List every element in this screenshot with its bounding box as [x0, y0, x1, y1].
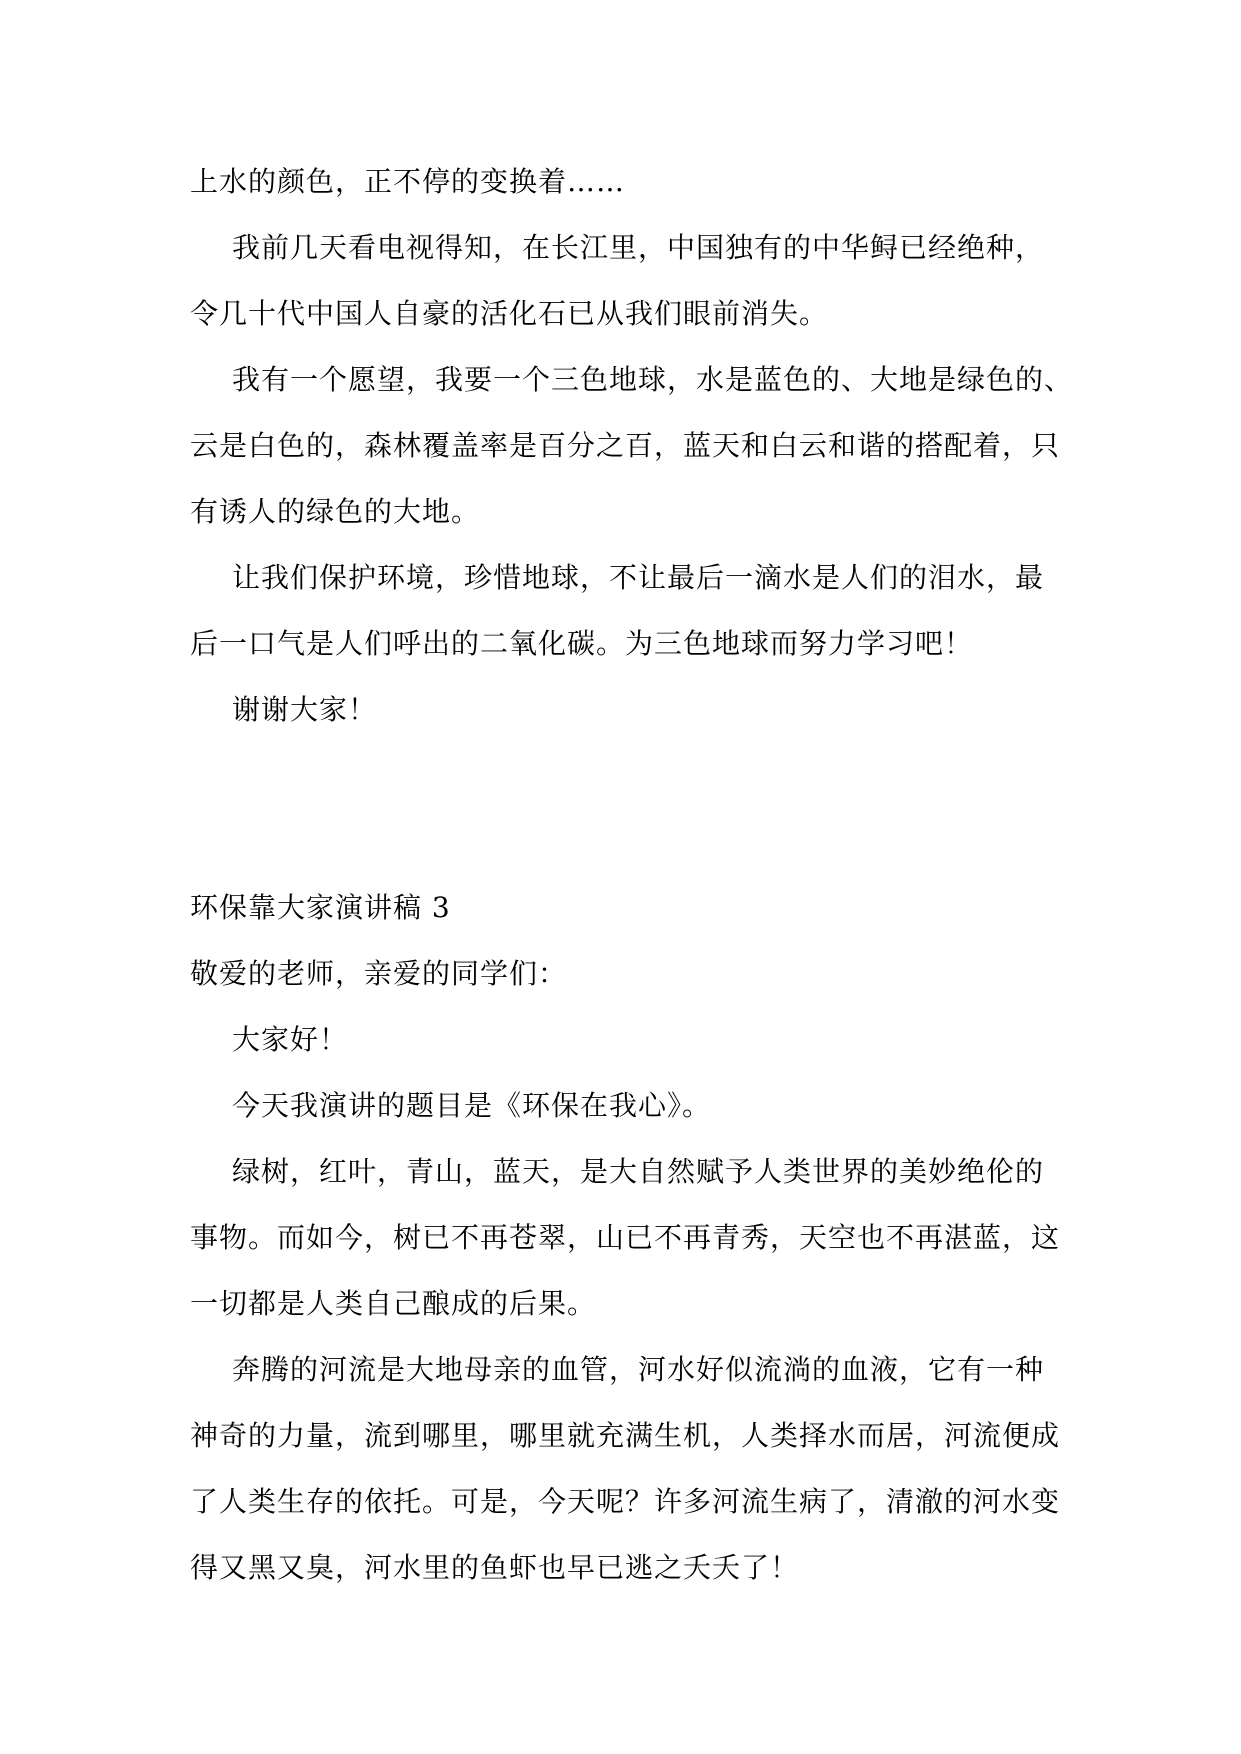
paragraph-line: 有诱人的绿色的大地。 — [190, 495, 481, 528]
paragraph-line: 一切都是人类自己酿成的后果。 — [190, 1287, 597, 1320]
paragraph-line: 事物。而如今，树已不再苍翠，山已不再青秀，天空也不再湛蓝，这 — [190, 1221, 1061, 1254]
greeting: 大家好！ — [232, 1023, 349, 1056]
paragraph-line: 了人类生存的依托。可是，今天呢？许多河流生病了，清澈的河水变 — [190, 1485, 1061, 1518]
paragraph-line: 绿树，红叶，青山，蓝天，是大自然赋予人类世界的美妙绝伦的 — [232, 1155, 1045, 1188]
paragraph-line: 今天我演讲的题目是《环保在我心》。 — [232, 1089, 712, 1122]
paragraph-line: 得又黑又臭，河水里的鱼虾也早已逃之夭夭了！ — [190, 1551, 800, 1584]
paragraph-line: 神奇的力量，流到哪里，哪里就充满生机，人类择水而居，河流便成 — [190, 1419, 1061, 1452]
section-title: 环保靠大家演讲稿 3 — [190, 891, 451, 924]
closing-line: 谢谢大家！ — [232, 693, 378, 726]
salutation: 敬爱的老师，亲爱的同学们： — [190, 957, 568, 990]
paragraph-line: 我前几天看电视得知，在长江里，中国独有的中华鲟已经绝种， — [232, 231, 1045, 264]
paragraph-line: 云是白色的，森林覆盖率是百分之百，蓝天和白云和谐的搭配着，只 — [190, 429, 1061, 462]
paragraph-line: 奔腾的河流是大地母亲的血管，河水好似流淌的血液，它有一种 — [232, 1353, 1045, 1386]
paragraph-line: 上水的颜色，正不停的变换着…… — [190, 165, 626, 198]
paragraph-line: 后一口气是人们呼出的二氧化碳。为三色地球而努力学习吧！ — [190, 627, 974, 660]
paragraph-line: 令几十代中国人自豪的活化石已从我们眼前消失。 — [190, 297, 829, 330]
paragraph-line: 我有一个愿望，我要一个三色地球，水是蓝色的、大地是绿色的、 — [232, 363, 1074, 396]
paragraph-line: 让我们保护环境，珍惜地球，不让最后一滴水是人们的泪水，最 — [232, 561, 1045, 594]
